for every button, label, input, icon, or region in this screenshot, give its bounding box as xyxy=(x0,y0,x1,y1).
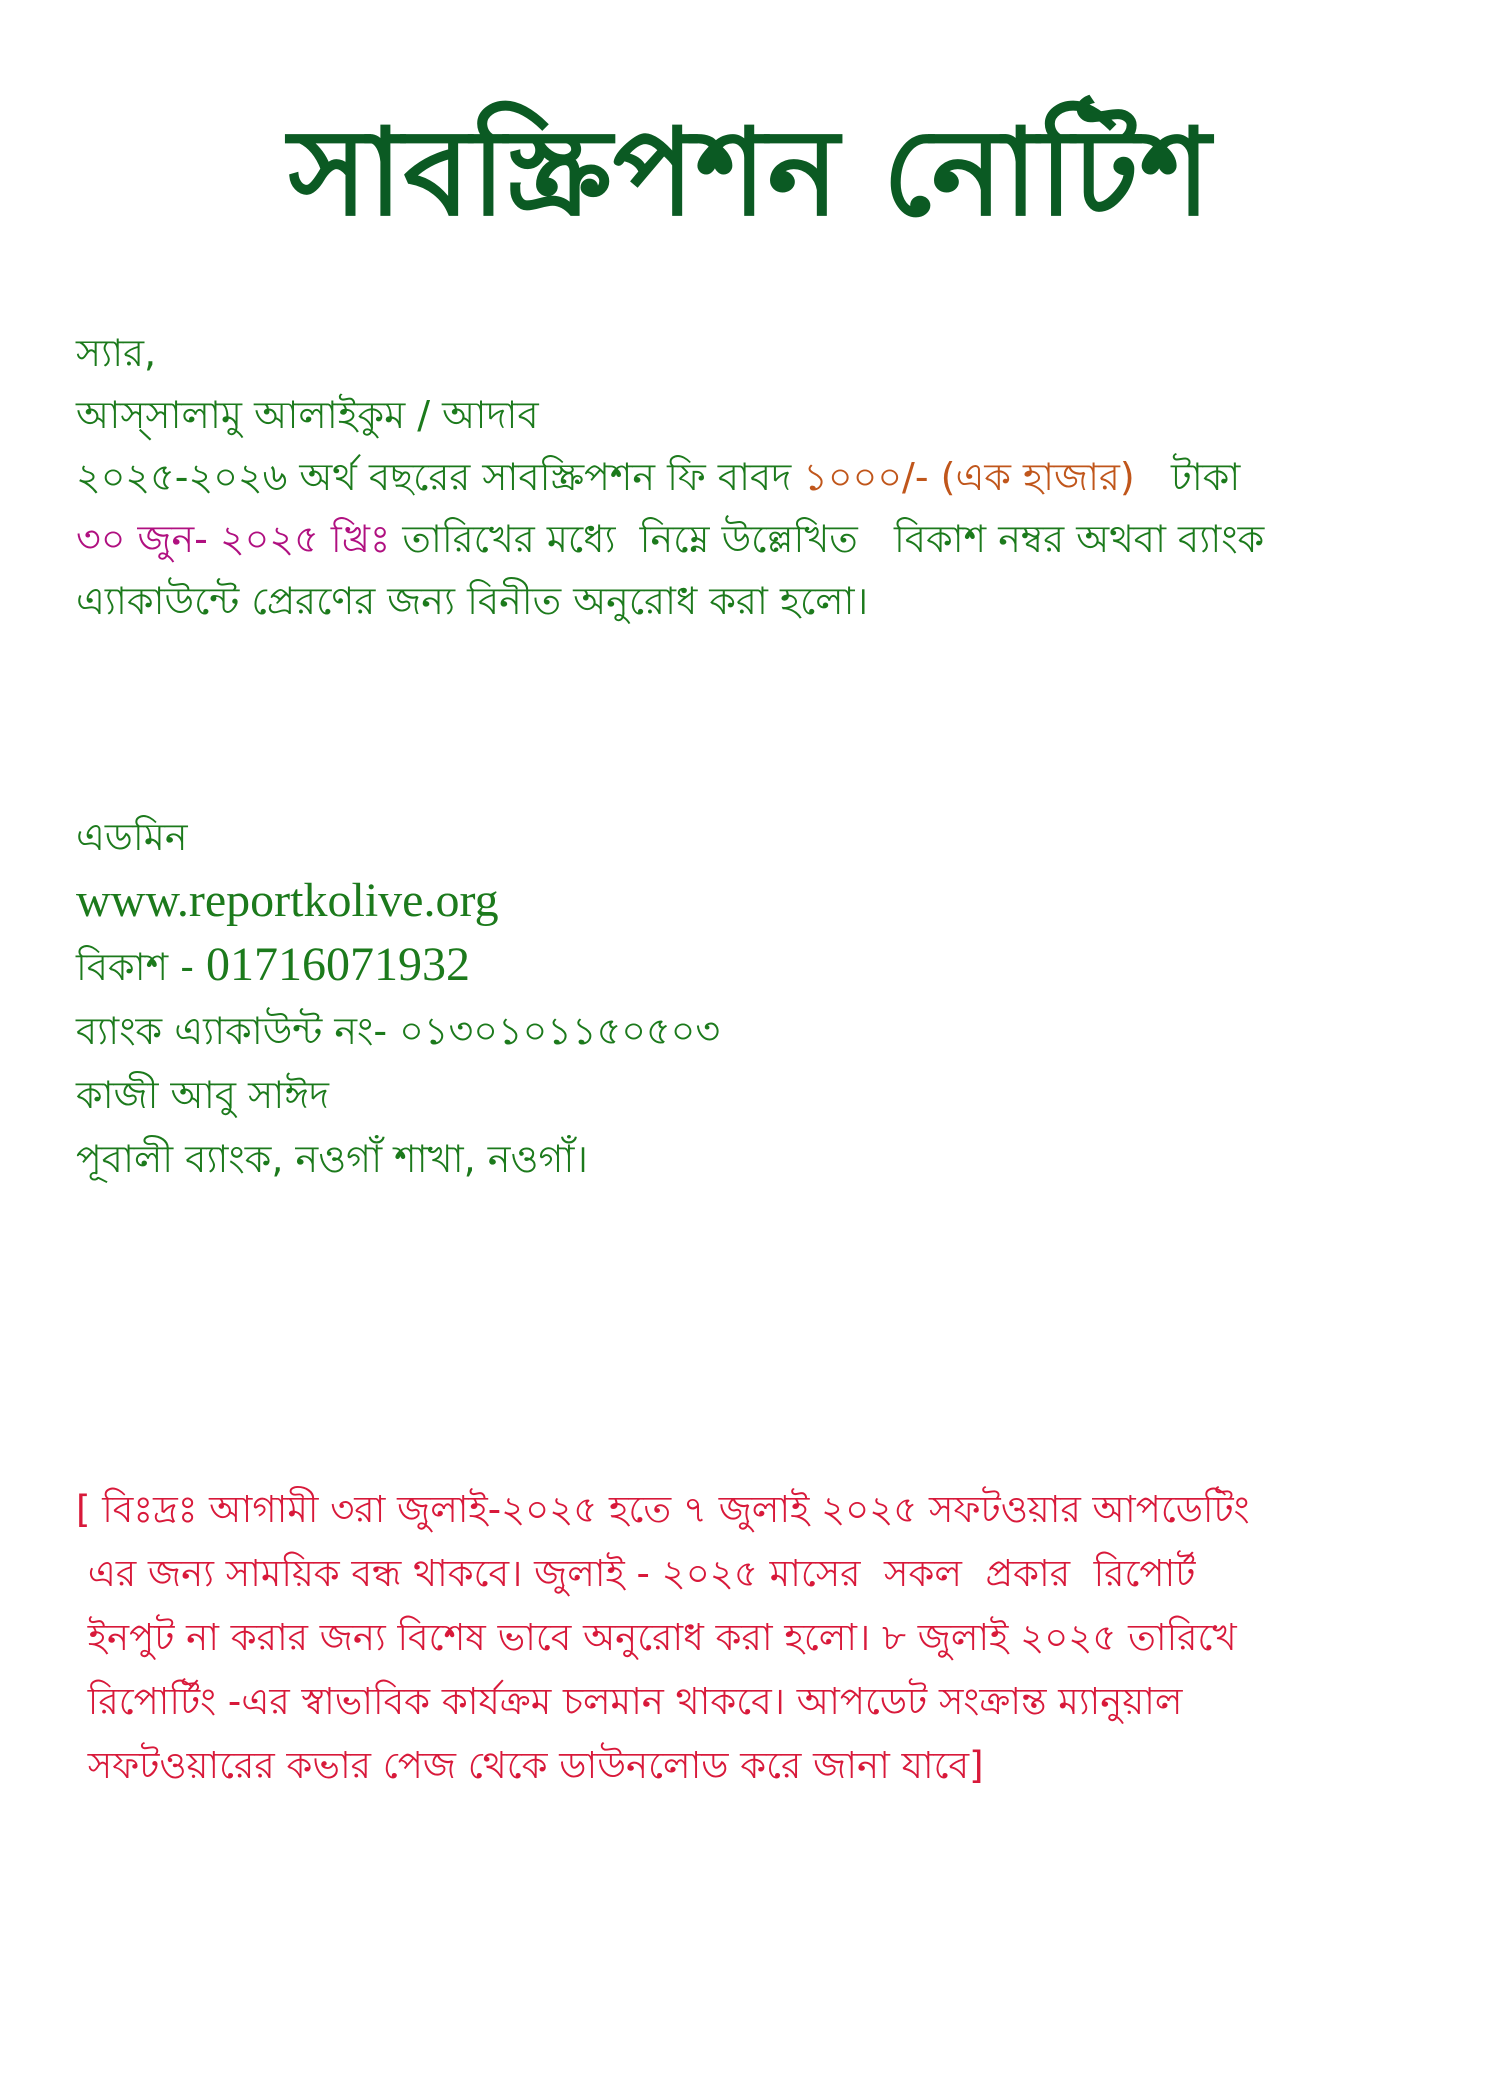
request-line: এ্যাকাউন্টে প্রেরণের জন্য বিনীত অনুরোধ করা হলো। xyxy=(76,579,869,623)
bkash-number: 01716071932 xyxy=(205,938,470,991)
admin-label: এডমিন xyxy=(76,815,188,859)
notice-line: রিপোর্টিং -এর স্বাভাবিক কার্যক্রম চলমান থাকবে। আপডেট সংক্রান্ত ম্যানুয়াল xyxy=(76,1680,1183,1723)
bkash-line xyxy=(76,933,1376,999)
bank-branch: পূবালী ব্যাংক, নওগাঁ শাখা, নওগাঁ। xyxy=(76,1137,588,1181)
page-title: সাবস্ক্রিপশন নোটিশ xyxy=(288,104,1212,243)
salutation: স্যার, xyxy=(76,331,157,375)
deadline-line-suffix: তারিখের মধ্যে নিম্নে উল্লেখিত বিকাশ নম্বর অথবা ব্যাংক xyxy=(390,517,1265,561)
admin-contact-block xyxy=(76,805,1376,1191)
greeting: আস্সালামু আলাইকুম / আদাব xyxy=(76,393,539,437)
fee-line-suffix: টাকা xyxy=(1134,455,1241,499)
letter-body xyxy=(76,322,1446,632)
website-link[interactable]: www.reportkolive.org xyxy=(76,874,499,927)
deadline-date: ৩০ জুন- ২০২৫ খ্রিঃ xyxy=(76,517,391,561)
bkash-label: বিকাশ - xyxy=(76,945,206,989)
notice-line: সফটওয়ারের কভার পেজ থেকে ডাউনলোড করে জানা যাবে] xyxy=(76,1744,984,1787)
notice-line: ইনপুট না করার জন্য বিশেষ ভাবে অনুরোধ করা হলো। ৮ জুলাই ২০২৫ তারিখে xyxy=(76,1616,1237,1659)
fee-line-prefix: ২০২৫-২০২৬ অর্থ বছরের সাবস্ক্রিপশন ফি বাবদ xyxy=(76,455,804,499)
bank-account-number: ব্যাংক এ্যাকাউন্ট নং- ০১৩০১০১১৫০৫০৩ xyxy=(76,1009,721,1053)
fee-line xyxy=(76,446,1446,508)
account-holder-name: কাজী আবু সাঈদ xyxy=(76,1073,329,1117)
notice-line: এর জন্য সাময়িক বন্ধ থাকবে। জুলাই - ২০২৫ মাসের সকল প্রকার রিপোর্ট xyxy=(76,1552,1196,1595)
deadline-line xyxy=(76,508,1446,570)
notice-line: [ বিঃদ্রঃ আগামী ৩রা জুলাই-২০২৫ হতে ৭ জুলাই ২০২৫ সফটওয়ার আপডেটিং xyxy=(76,1488,1250,1531)
fee-amount: ১০০০/- (এক হাজার) xyxy=(803,455,1135,499)
update-notice xyxy=(76,1478,1456,1798)
